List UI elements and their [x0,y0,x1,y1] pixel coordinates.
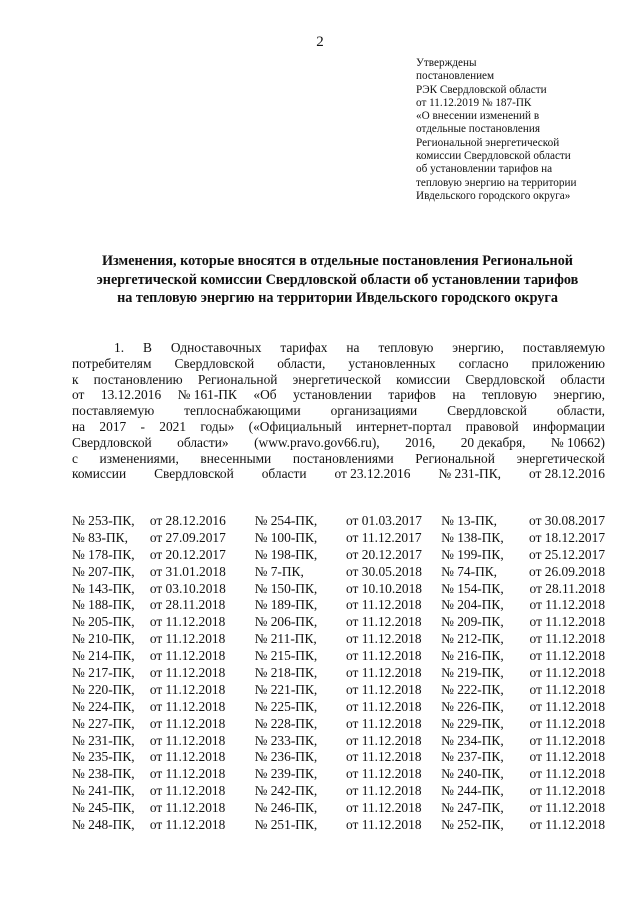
word: № 10662) [550,434,605,450]
resolution-date: от 11.12.2018 [149,631,226,647]
resolution-number: № 251-ПК, [254,817,318,833]
resolution-date: от 11.12.2018 [346,698,422,714]
word: внесенными [200,450,272,466]
heading-line: Изменения, которые вносятся в отдельные постановления Региональной [102,253,573,269]
resolution-date: от 11.12.2018 [529,749,606,765]
resolution-date: от 25.12.2017 [529,546,606,562]
resolution-date: от 11.12.2018 [346,817,422,833]
resolution-number: № 240-ПК, [441,766,504,782]
approval-block [416,57,626,203]
reference-row [72,547,605,564]
word: установлении [293,387,372,403]
resolution-number: № 244-ПК, [441,783,504,799]
resolution-number: № 138-ПК, [441,529,504,545]
paragraph-1 [72,340,605,482]
word: комиссии [72,466,127,482]
word: от [72,387,85,403]
word: установленных [348,355,436,371]
word: поставляемую [72,403,155,419]
word: области, [277,355,326,371]
word: теплоснабжающими [184,403,301,419]
resolution-number: № 222-ПК, [441,681,504,697]
reference-row [72,733,605,750]
word: на [346,340,360,355]
resolution-number: № 242-ПК, [254,783,318,799]
word: изменениями, [99,450,179,466]
reference-row [72,597,605,614]
resolution-date: от 28.11.2018 [149,597,226,613]
word: энергетической [292,371,382,387]
resolution-number: № 253-ПК, [72,513,135,528]
paragraph-line [72,403,605,419]
resolution-number: № 224-ПК, [72,698,135,714]
resolution-date: от 11.12.2018 [346,749,422,765]
reference-row [72,614,605,631]
heading-line: на тепловую энергию на территории Ивдельского городского округа [117,290,558,306]
word: - [140,418,145,434]
reference-row [72,699,605,716]
resolution-date: от 20.12.2017 [149,546,226,562]
resolution-date: от 28.11.2018 [529,580,606,596]
paragraph-line [72,372,605,388]
resolution-number: № 100-ПК, [254,529,318,545]
word: (www.pravo.gov66.ru), [254,434,380,450]
word: согласно [458,355,509,371]
resolution-date: от 11.12.2018 [149,783,226,799]
word: № 231-ПК, [438,466,502,482]
resolution-date: от 11.12.2018 [346,665,422,681]
resolution-number: № 217-ПК, [72,665,135,681]
resolution-number: № 199-ПК, [441,546,504,562]
resolution-date: от 11.12.2018 [529,681,606,697]
word: комиссии [396,371,451,387]
resolution-date: от 11.12.2018 [346,715,422,731]
word: тарифов [388,387,436,403]
resolution-number: № 229-ПК, [441,715,504,731]
word: тарифах [280,340,328,355]
resolution-date: от 18.12.2017 [529,529,606,545]
word: Свердловской [154,466,234,482]
resolution-number: № 207-ПК, [72,563,135,579]
word: 20 декабря, [460,434,526,450]
reference-row [72,665,605,682]
word: энергию, [452,340,504,355]
reference-row [72,716,605,733]
resolution-date: от 11.12.2018 [529,614,606,630]
resolution-number: № 154-ПК, [441,580,504,596]
page-number: 2 [316,34,324,50]
resolution-number: № 234-ПК, [441,732,504,748]
word: области [261,466,307,482]
word: области [560,371,605,387]
resolution-number: № 237-ПК, [441,749,504,765]
word: Одноставочных [170,340,262,355]
word: «Об [253,387,277,403]
resolution-date: от 11.12.2018 [149,749,226,765]
heading-line: энергетической комиссии Свердловской области об установлении тарифов [96,271,579,288]
word: Свердловской [174,355,255,371]
reference-row [72,581,605,598]
resolution-date: от 11.12.2018 [346,648,422,664]
resolution-date: от 11.12.2018 [149,766,226,782]
resolution-date: от 11.12.2018 [529,715,606,731]
resolution-date: от 11.12.2018 [346,614,422,630]
approval-line: Ивдельского городского округа» [416,189,571,202]
word: энергетической [516,450,605,466]
resolution-date: от 03.10.2018 [149,580,226,596]
resolution-date: от 11.12.2018 [529,817,606,833]
resolution-number: № 219-ПК, [441,665,504,681]
resolution-date: от 10.10.2018 [346,580,423,596]
reference-row [72,564,605,581]
resolution-date: от 11.12.2018 [346,732,422,748]
word: Региональной [197,371,278,387]
word: 2016, [405,434,436,450]
word: 2017 [99,418,127,434]
resolution-number: № 235-ПК, [72,749,135,765]
resolution-number: № 246-ПК, [254,800,318,816]
word: В [142,340,152,355]
word: тепловую [481,387,537,403]
word: («Официальный [248,418,342,434]
resolution-number: № 198-ПК, [254,546,318,562]
word: постановлению [93,371,183,387]
word: с [72,450,78,466]
approval-line: РЭК Свердловской области [416,83,547,96]
word: от 28.12.2016 [528,466,605,482]
resolution-number: № 188-ПК, [72,597,135,613]
word: годы» [200,418,235,434]
reference-row [72,513,605,530]
resolution-number: № 236-ПК, [254,749,318,765]
resolution-number: № 225-ПК, [254,698,318,714]
word: от 23.12.2016 [334,466,411,482]
reference-row [72,749,605,766]
resolution-number: № 216-ПК, [441,648,504,664]
resolution-date: от 11.12.2018 [346,597,422,613]
resolution-date: от 11.12.2018 [149,715,226,731]
resolution-number: № 211-ПК, [254,631,317,647]
resolution-date: от 11.12.2018 [149,648,226,664]
reference-row [72,800,605,817]
resolution-date: от 11.12.2018 [529,783,606,799]
approval-line: отдельные постановления [416,123,540,136]
resolution-date: от 20.12.2017 [346,546,423,562]
resolution-date: от 01.03.2017 [346,513,423,528]
resolution-date: от 11.12.2018 [529,597,606,613]
resolution-number: № 238-ПК, [72,766,135,782]
approval-line: от 11.12.2019 № 187-ПК [416,96,532,109]
resolution-date: от 11.12.2018 [149,681,226,697]
resolution-date: от 11.12.2018 [149,665,226,681]
resolution-number: № 7-ПК, [254,563,304,579]
word: Свердловской [72,434,152,450]
approval-line: постановлением [416,70,495,83]
resolution-date: от 11.12.2018 [346,783,422,799]
resolution-date: от 11.12.2018 [529,732,606,748]
reference-row [72,530,605,547]
resolution-number: № 150-ПК, [254,580,318,596]
paragraph-line [72,340,605,356]
resolution-date: от 28.12.2016 [149,513,226,528]
approval-line: Региональной энергетической [416,136,560,149]
resolution-date: от 11.12.2018 [529,648,606,664]
word: на [452,387,466,403]
paragraph-line [72,419,605,435]
word: области» [177,434,229,450]
word: потребителям [72,355,152,371]
word: информации [532,418,605,434]
resolution-date: от 11.12.2018 [346,681,422,697]
word: области, [556,403,605,419]
word: организациями [330,403,418,419]
resolution-date: от 11.12.2018 [149,732,226,748]
resolution-number: № 214-ПК, [72,648,135,664]
resolution-number: № 83-ПК, [72,529,128,545]
word: приложению [531,355,605,371]
word: Региональной [415,450,495,466]
resolution-date: от 11.12.2018 [346,766,422,782]
resolution-number: № 221-ПК, [254,681,318,697]
resolution-number: № 143-ПК, [72,580,135,596]
reference-row [72,817,605,834]
paragraph-line [72,356,605,372]
paragraph-line [72,387,605,403]
resolution-number: № 206-ПК, [254,614,318,630]
resolution-number: № 220-ПК, [72,681,135,697]
approval-line: «О внесении изменений в [416,110,540,123]
resolution-number: № 241-ПК, [72,783,135,799]
resolution-number: № 210-ПК, [72,631,135,647]
resolution-number: № 252-ПК, [441,817,504,833]
resolution-date: от 11.12.2018 [529,665,606,681]
reference-row [72,631,605,648]
resolution-number: № 231-ПК, [72,732,135,748]
resolution-number: № 205-ПК, [72,614,135,630]
word: № 161-ПК [177,387,237,403]
paragraph-line [72,451,605,467]
word: на [72,418,86,434]
resolution-date: от 11.12.2017 [346,529,422,545]
resolution-date: от 11.12.2018 [529,631,606,647]
approval-line: об установлении тарифов на [416,163,553,176]
resolution-number: № 215-ПК, [254,648,318,664]
resolution-date: от 11.12.2018 [529,800,606,816]
resolution-number: № 233-ПК, [254,732,318,748]
resolution-date: от 30.08.2017 [529,513,606,528]
reference-row [72,783,605,800]
word: 13.12.2016 [100,387,162,403]
word: 2021 [159,418,187,434]
word: энергию, [553,387,605,403]
resolution-number: № 228-ПК, [254,715,318,731]
resolution-date: от 11.12.2018 [529,766,606,782]
resolution-date: от 11.12.2018 [149,800,226,816]
word: 1. [114,340,125,355]
resolution-references [72,513,605,834]
resolution-date: от 11.12.2018 [346,631,422,647]
document-heading [70,252,605,308]
reference-row [72,682,605,699]
resolution-date: от 27.09.2017 [149,529,226,545]
resolution-date: от 11.12.2018 [529,698,606,714]
resolution-date: от 31.01.2018 [149,563,226,579]
resolution-number: № 245-ПК, [72,800,135,816]
word: к [72,371,79,387]
resolution-date: от 11.12.2018 [149,817,226,833]
word: тепловую [378,340,434,355]
word: Свердловской [465,371,546,387]
resolution-number: № 209-ПК, [441,614,504,630]
paragraph-line [72,466,605,482]
resolution-number: № 204-ПК, [441,597,504,613]
resolution-number: № 178-ПК, [72,546,135,562]
word: правовой [465,418,519,434]
resolution-number: № 254-ПК, [254,513,318,528]
word: поставляемую [522,340,605,355]
resolution-date: от 11.12.2018 [149,698,226,714]
resolution-number: № 189-ПК, [254,597,318,613]
word: интернет-портал [356,418,452,434]
resolution-date: от 30.05.2018 [346,563,423,579]
resolution-number: № 212-ПК, [441,631,504,647]
resolution-number: № 218-ПК, [254,665,318,681]
word: постановлениями [292,450,394,466]
resolution-number: № 248-ПК, [72,817,135,833]
resolution-number: № 13-ПК, [441,513,498,528]
resolution-date: от 26.09.2018 [529,563,606,579]
resolution-date: от 11.12.2018 [346,800,422,816]
reference-row [72,766,605,783]
approval-line: Утверждены [416,57,477,69]
resolution-number: № 74-ПК, [441,563,498,579]
resolution-number: № 227-ПК, [72,715,135,731]
approval-line: комиссии Свердловской области [416,150,571,163]
word: Свердловской [447,403,527,419]
paragraph-line [72,435,605,451]
resolution-date: от 11.12.2018 [149,614,226,630]
reference-row [72,648,605,665]
approval-line: тепловую энергию на территории [416,176,577,189]
resolution-number: № 239-ПК, [254,766,318,782]
resolution-number: № 226-ПК, [441,698,504,714]
resolution-number: № 247-ПК, [441,800,504,816]
